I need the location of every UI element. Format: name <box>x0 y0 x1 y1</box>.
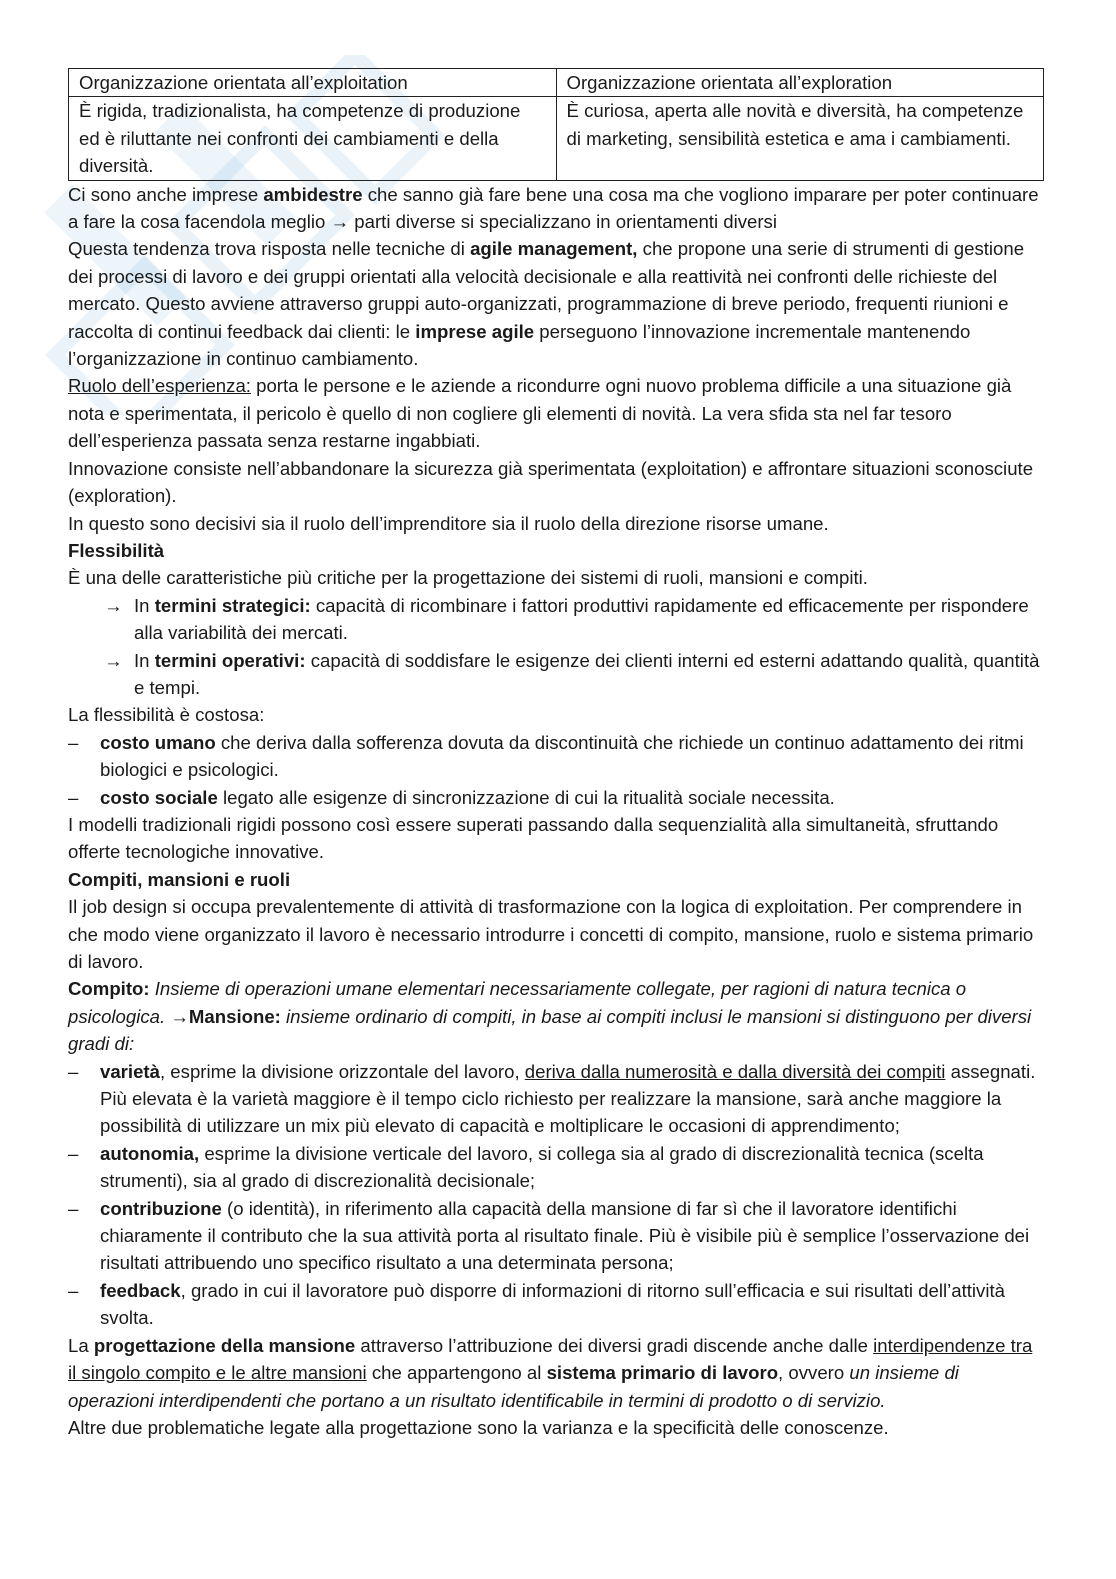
list-item: – contribuzione (o identità), in riferimento alla capacità della mansione di far sì che il lavoratore identifichi chiaramente il contributo che la sua attività porta al risultato finale. Più è visibile più è semplice l’osservazione dei risultati attribuendo uno specifico risultato a una determinata persona; <box>68 1195 1044 1277</box>
paragraph-esperienza: Ruolo dell’esperienza: porta le persone e le aziende a ricondurre ogni nuovo problema difficile a una situazione già nota e sperimentata, il pericolo è quello di non cogliere gli elementi di novità. La vera sfida sta nel far tesoro dell’esperienza passata senza restarne ingabbiati. <box>68 375 1012 452</box>
dash-bullet: – <box>68 731 79 753</box>
paragraph-flessibilita-intro: È una delle caratteristiche più critiche per la progettazione dei sistemi di ruoli, mansioni e compiti. <box>68 567 868 589</box>
table-row <box>69 97 1044 180</box>
cost-list <box>68 729 1044 811</box>
table-cell-exploration: È curiosa, aperta alle novità e diversità, ha competenze di marketing, sensibilità estetica e ama i cambiamenti. <box>556 97 1044 180</box>
paragraph-decisivi: In questo sono decisivi sia il ruolo dell’imprenditore sia il ruolo della direzione risorse umane. <box>68 512 829 534</box>
table-header-exploitation: Organizzazione orientata all’exploitation <box>69 69 557 97</box>
table-cell-exploitation: È rigida, tradizionalista, ha competenze di produzione ed è riluttante nei confronti dei cambiamenti e della diversità. <box>69 97 557 180</box>
arrow-icon: → <box>170 1005 189 1027</box>
list-item: – costo umano che deriva dalla sofferenza dovuta da discontinuità che richiede un continuo adattamento dei ritmi biologici e psicologici. <box>68 729 1044 784</box>
table-header-exploration: Organizzazione orientata all’exploration <box>556 69 1044 97</box>
paragraph-altre: Altre due problematiche legate alla progettazione sono la varianza e la specificità delle conoscenze. <box>68 1416 889 1438</box>
list-item: – feedback, grado in cui il lavoratore può disporre di informazioni di ritorno sull’efficacia e sui risultati dell’attività svolta. <box>68 1277 1044 1332</box>
list-item: – autonomia, esprime la divisione verticale del lavoro, si collega sia al grado di discrezionalità tecnica (scelta strumenti), sia al grado di discrezionalità decisionale; <box>68 1140 1044 1195</box>
paragraph-compiti-intro: Il job design si occupa prevalentemente di attività di trasformazione con la logica di exploitation. Per comprendere in che modo viene organizzato il lavoro è necessario introdurre i concetti di compito, mansione, ruolo e sistema primario di lavoro. <box>68 896 1034 972</box>
arrow-list <box>68 592 1044 702</box>
paragraph-progettazione: La progettazione della mansione attraverso l’attribuzione dei diversi gradi discende anche dalle interdipendenze tra il singolo compito e le altre mansioni che appartengono al sistema primario di lavoro, ovvero un insieme di operazioni interdipendenti che portano a un risultato identificabile in termini di prodotto o di servizio. <box>68 1334 1033 1411</box>
paragraph-modelli: I modelli tradizionali rigidi possono così essere superati passando dalla sequenzialità alla simultaneità, sfruttando offerte tecnologiche innovative. <box>68 813 999 863</box>
list-item: → In termini operativi: capacità di soddisfare le esigenze dei clienti interni ed esterni adattando qualità, quantità e tempi. <box>68 647 1044 702</box>
dash-bullet: – <box>68 1142 79 1164</box>
paragraph-agile: Questa tendenza trova risposta nelle tecniche di agile management, che propone una serie di strumenti di gestione dei processi di lavoro e dei gruppi orientati alla velocità decisionale e alla reattività nei confronti delle richieste del mercato. Questo avviene attraverso gruppi auto-organizzati, programmazione di breve periodo, frequenti riunioni e raccolta di continui feedback dai clienti: le imprese agile perseguono l’innovazione incrementale mantenendo l’organizzazione in continuo cambiamento. <box>68 238 1025 370</box>
arrow-icon: → <box>104 649 123 671</box>
heading-flessibilita: Flessibilità <box>68 539 165 561</box>
dash-bullet: – <box>68 786 79 808</box>
list-item: – costo sociale legato alle esigenze di sincronizzazione di cui la ritualità sociale necessita. <box>68 784 1044 811</box>
dash-bullet: – <box>68 1060 79 1082</box>
paragraph-innovazione: Innovazione consiste nell’abbandonare la sicurezza già sperimentata (exploitation) e affrontare situazioni sconosciute (exploration). <box>68 457 1034 507</box>
dash-bullet: – <box>68 1279 79 1301</box>
paragraph-compito-definizione: Compito: Insieme di operazioni umane elementari necessariamente collegate, per ragioni di natura tecnica o psicologica. →Mansione: insieme ordinario di compiti, in base ai compiti inclusi le mansioni si distinguono per diversi gradi di: <box>68 978 1032 1055</box>
table-row <box>69 69 1044 97</box>
dash-bullet: – <box>68 1197 79 1219</box>
paragraph-ambidestre: Ci sono anche imprese ambidestre che sanno già fare bene una cosa ma che vogliono imparare per poter continuare a fare la cosa facendola meglio → parti diverse si specializzano in orientamenti diversi <box>68 183 1039 233</box>
heading-compiti: Compiti, mansioni e ruoli <box>68 868 291 890</box>
list-item: – varietà, esprime la divisione orizzontale del lavoro, deriva dalla numerosità e dalla diversità dei compiti assegnati. Più elevata è la varietà maggiore è il tempo ciclo richiesto per realizzare la mansione, sarà anche maggiore la possibilità di utilizzare un mix più elevato di capacità e moltiplicare le occasioni di apprendimento; <box>68 1058 1044 1140</box>
arrow-icon: → <box>104 594 123 616</box>
list-item: → In termini strategici: capacità di ricombinare i fattori produttivi rapidamente ed efficacemente per rispondere alla variabilità dei mercati. <box>68 592 1044 647</box>
comparison-table <box>68 68 1044 181</box>
gradi-list <box>68 1058 1044 1332</box>
paragraph-costosa: La flessibilità è costosa: <box>68 704 265 726</box>
arrow-icon: → <box>330 211 350 233</box>
document-page <box>68 68 1044 1441</box>
